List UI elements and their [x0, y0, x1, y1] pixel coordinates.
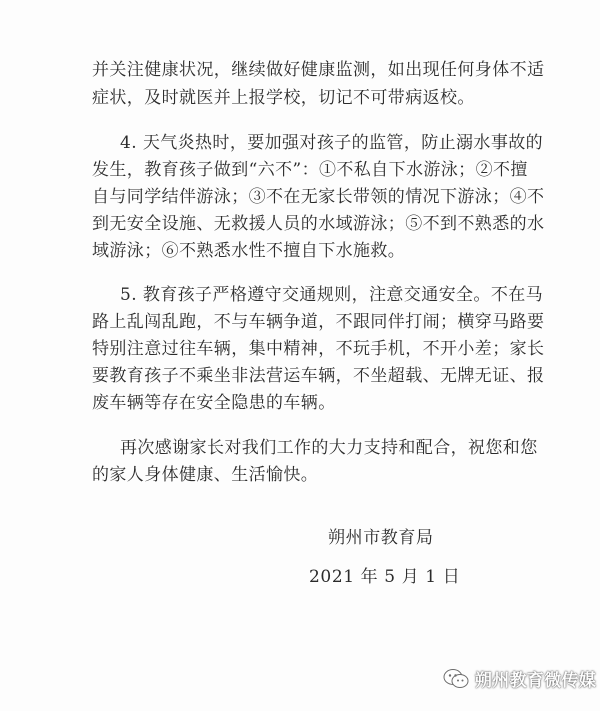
paragraph-line: 并关注健康状况，继续做好健康监测，如出现任何身体不适 [92, 60, 545, 80]
issuer-name: 朔州市教育局 [328, 528, 434, 548]
issue-date: 2021 年 5 月 1 日 [309, 567, 461, 587]
watermark [443, 666, 596, 691]
paragraph-line: 发生，教育孩子做到“六不”：①不私自下水游泳；②不擅 [92, 160, 528, 180]
paragraph-line: 路上乱闯乱跑，不与车辆争道，不跟同伴打闹；横穿马路要 [92, 312, 545, 332]
watermark-text: 朔州教育微传媒 [474, 671, 596, 691]
paragraph-line: 的家人身体健康、生活愉快。 [92, 465, 319, 485]
paragraph-line: 再次感谢家长对我们工作的大力支持和配合，祝您和您 [120, 438, 538, 458]
paragraph-line: 到无安全设施、无救援人员的水域游泳；⑤不到不熟悉的水 [92, 214, 545, 234]
paragraph-line: 特别注意过往车辆，集中精神，不玩手机，不开小差；家长 [92, 339, 545, 359]
paragraph-line: 要教育孩子不乘坐非法营运车辆，不坐超载、无牌无证、报 [92, 366, 545, 386]
wechat-icon [443, 668, 469, 690]
paragraph-line: 废车辆等存在安全隐患的车辆。 [92, 393, 336, 413]
paragraph-line: 域游泳；⑥不熟悉水性不擅自下水施救。 [92, 241, 406, 261]
paragraph-line: 4. 天气炎热时，要加强对孩子的监管，防止溺水事故的 [120, 133, 544, 153]
paragraph-line: 5. 教育孩子严格遵守交通规则，注意交通安全。不在马 [120, 285, 544, 305]
paragraph-line: 症状，及时就医并上报学校，切记不可带病返校。 [92, 88, 475, 108]
paragraph-line: 自与同学结伴游泳；③不在无家长带领的情况下游泳；④不 [92, 187, 545, 207]
